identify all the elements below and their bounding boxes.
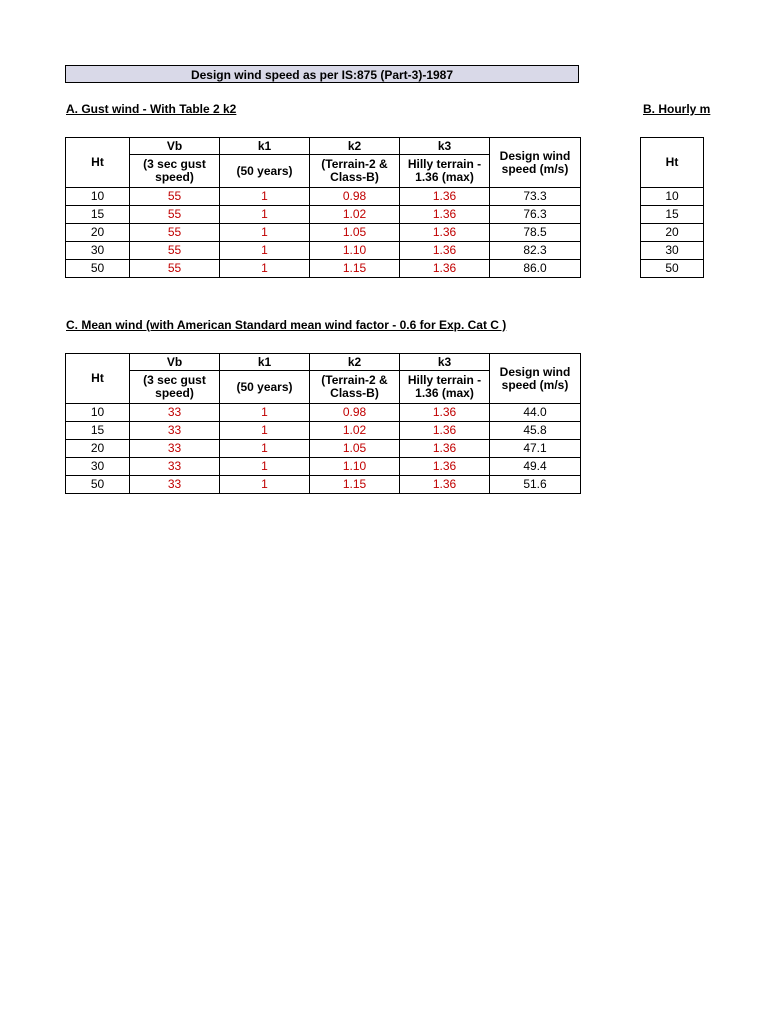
table-row <box>66 242 581 260</box>
cell-ht: 50 <box>66 260 130 278</box>
cell-k3: 1.36 <box>400 206 490 224</box>
cell-k3: 1.36 <box>400 260 490 278</box>
table-row <box>641 260 704 278</box>
table-row <box>66 224 581 242</box>
cell-k2: 1.10 <box>310 242 400 260</box>
cell-vb: 55 <box>130 206 220 224</box>
header-k1-sub: (50 years) <box>220 155 310 188</box>
cell-vb: 55 <box>130 260 220 278</box>
header-ht: Ht <box>66 138 130 188</box>
cell-vb: 33 <box>130 458 220 476</box>
cell-ht: 30 <box>641 242 704 260</box>
cell-design: 47.1 <box>490 440 581 458</box>
section-a-heading: A. Gust wind - With Table 2 k2 <box>66 102 237 116</box>
cell-k2: 1.02 <box>310 206 400 224</box>
cell-design: 45.8 <box>490 422 581 440</box>
table-row <box>66 206 581 224</box>
cell-k1: 1 <box>220 242 310 260</box>
header-ht: Ht <box>66 354 130 404</box>
cell-k2: 1.02 <box>310 422 400 440</box>
table-row <box>66 404 581 422</box>
cell-k2: 1.10 <box>310 458 400 476</box>
cell-design: 78.5 <box>490 224 581 242</box>
cell-k3: 1.36 <box>400 188 490 206</box>
cell-k3: 1.36 <box>400 476 490 494</box>
cell-k1: 1 <box>220 440 310 458</box>
cell-k2: 0.98 <box>310 188 400 206</box>
section-c-heading: C. Mean wind (with American Standard mean wind factor - 0.6 for Exp. Cat C ) <box>66 318 507 332</box>
section-b-heading: B. Hourly m <box>643 102 711 116</box>
hourly-wind-table <box>640 137 704 278</box>
cell-design: 51.6 <box>490 476 581 494</box>
cell-k1: 1 <box>220 422 310 440</box>
cell-design: 76.3 <box>490 206 581 224</box>
header-k3-sub: Hilly terrain - 1.36 (max) <box>400 155 490 188</box>
cell-k3: 1.36 <box>400 404 490 422</box>
cell-ht: 15 <box>66 422 130 440</box>
cell-design: 82.3 <box>490 242 581 260</box>
page-title: Design wind speed as per IS:875 (Part-3)-1987 <box>65 65 579 83</box>
cell-vb: 33 <box>130 404 220 422</box>
cell-k1: 1 <box>220 188 310 206</box>
cell-k1: 1 <box>220 458 310 476</box>
table-row <box>66 188 581 206</box>
cell-k2: 1.15 <box>310 476 400 494</box>
header-k3: k3 <box>400 354 490 371</box>
cell-vb: 33 <box>130 422 220 440</box>
cell-k2: 1.05 <box>310 224 400 242</box>
header-k3-sub: Hilly terrain - 1.36 (max) <box>400 371 490 404</box>
cell-vb: 55 <box>130 224 220 242</box>
cell-ht: 50 <box>641 260 704 278</box>
header-vb: Vb <box>130 354 220 371</box>
header-k2-sub: (Terrain-2 & Class-B) <box>310 155 400 188</box>
cell-k1: 1 <box>220 476 310 494</box>
header-design-speed: Design wind speed (m/s) <box>490 354 581 404</box>
header-k2: k2 <box>310 138 400 155</box>
cell-k3: 1.36 <box>400 422 490 440</box>
table-row <box>641 188 704 206</box>
cell-ht: 50 <box>66 476 130 494</box>
cell-k1: 1 <box>220 260 310 278</box>
cell-design: 49.4 <box>490 458 581 476</box>
cell-vb: 55 <box>130 188 220 206</box>
header-k1: k1 <box>220 354 310 371</box>
cell-k1: 1 <box>220 224 310 242</box>
cell-ht: 20 <box>641 224 704 242</box>
header-vb-sub: (3 sec gust speed) <box>130 155 220 188</box>
gust-wind-table <box>65 137 581 278</box>
header-k3: k3 <box>400 138 490 155</box>
cell-k2: 0.98 <box>310 404 400 422</box>
cell-ht: 30 <box>66 242 130 260</box>
table-row <box>66 476 581 494</box>
header-vb-sub: (3 sec gust speed) <box>130 371 220 404</box>
header-vb: Vb <box>130 138 220 155</box>
header-k2-sub: (Terrain-2 & Class-B) <box>310 371 400 404</box>
cell-ht: 10 <box>641 188 704 206</box>
table-row <box>66 440 581 458</box>
cell-ht: 20 <box>66 224 130 242</box>
header-design-speed: Design wind speed (m/s) <box>490 138 581 188</box>
cell-ht: 15 <box>66 206 130 224</box>
cell-k3: 1.36 <box>400 440 490 458</box>
table-row <box>66 422 581 440</box>
cell-k2: 1.15 <box>310 260 400 278</box>
cell-ht: 30 <box>66 458 130 476</box>
cell-k3: 1.36 <box>400 458 490 476</box>
header-k2: k2 <box>310 354 400 371</box>
cell-design: 44.0 <box>490 404 581 422</box>
cell-ht: 15 <box>641 206 704 224</box>
header-k1: k1 <box>220 138 310 155</box>
header-k1-sub: (50 years) <box>220 371 310 404</box>
table-row <box>66 458 581 476</box>
cell-k1: 1 <box>220 404 310 422</box>
cell-vb: 33 <box>130 476 220 494</box>
cell-vb: 55 <box>130 242 220 260</box>
header-ht: Ht <box>641 138 704 188</box>
cell-design: 86.0 <box>490 260 581 278</box>
table-row <box>66 260 581 278</box>
cell-k3: 1.36 <box>400 224 490 242</box>
cell-vb: 33 <box>130 440 220 458</box>
cell-ht: 10 <box>66 404 130 422</box>
table-row <box>641 224 704 242</box>
table-row <box>641 206 704 224</box>
cell-design: 73.3 <box>490 188 581 206</box>
table-row <box>641 242 704 260</box>
mean-wind-table <box>65 353 581 494</box>
cell-k1: 1 <box>220 206 310 224</box>
cell-ht: 10 <box>66 188 130 206</box>
cell-ht: 20 <box>66 440 130 458</box>
cell-k3: 1.36 <box>400 242 490 260</box>
cell-k2: 1.05 <box>310 440 400 458</box>
